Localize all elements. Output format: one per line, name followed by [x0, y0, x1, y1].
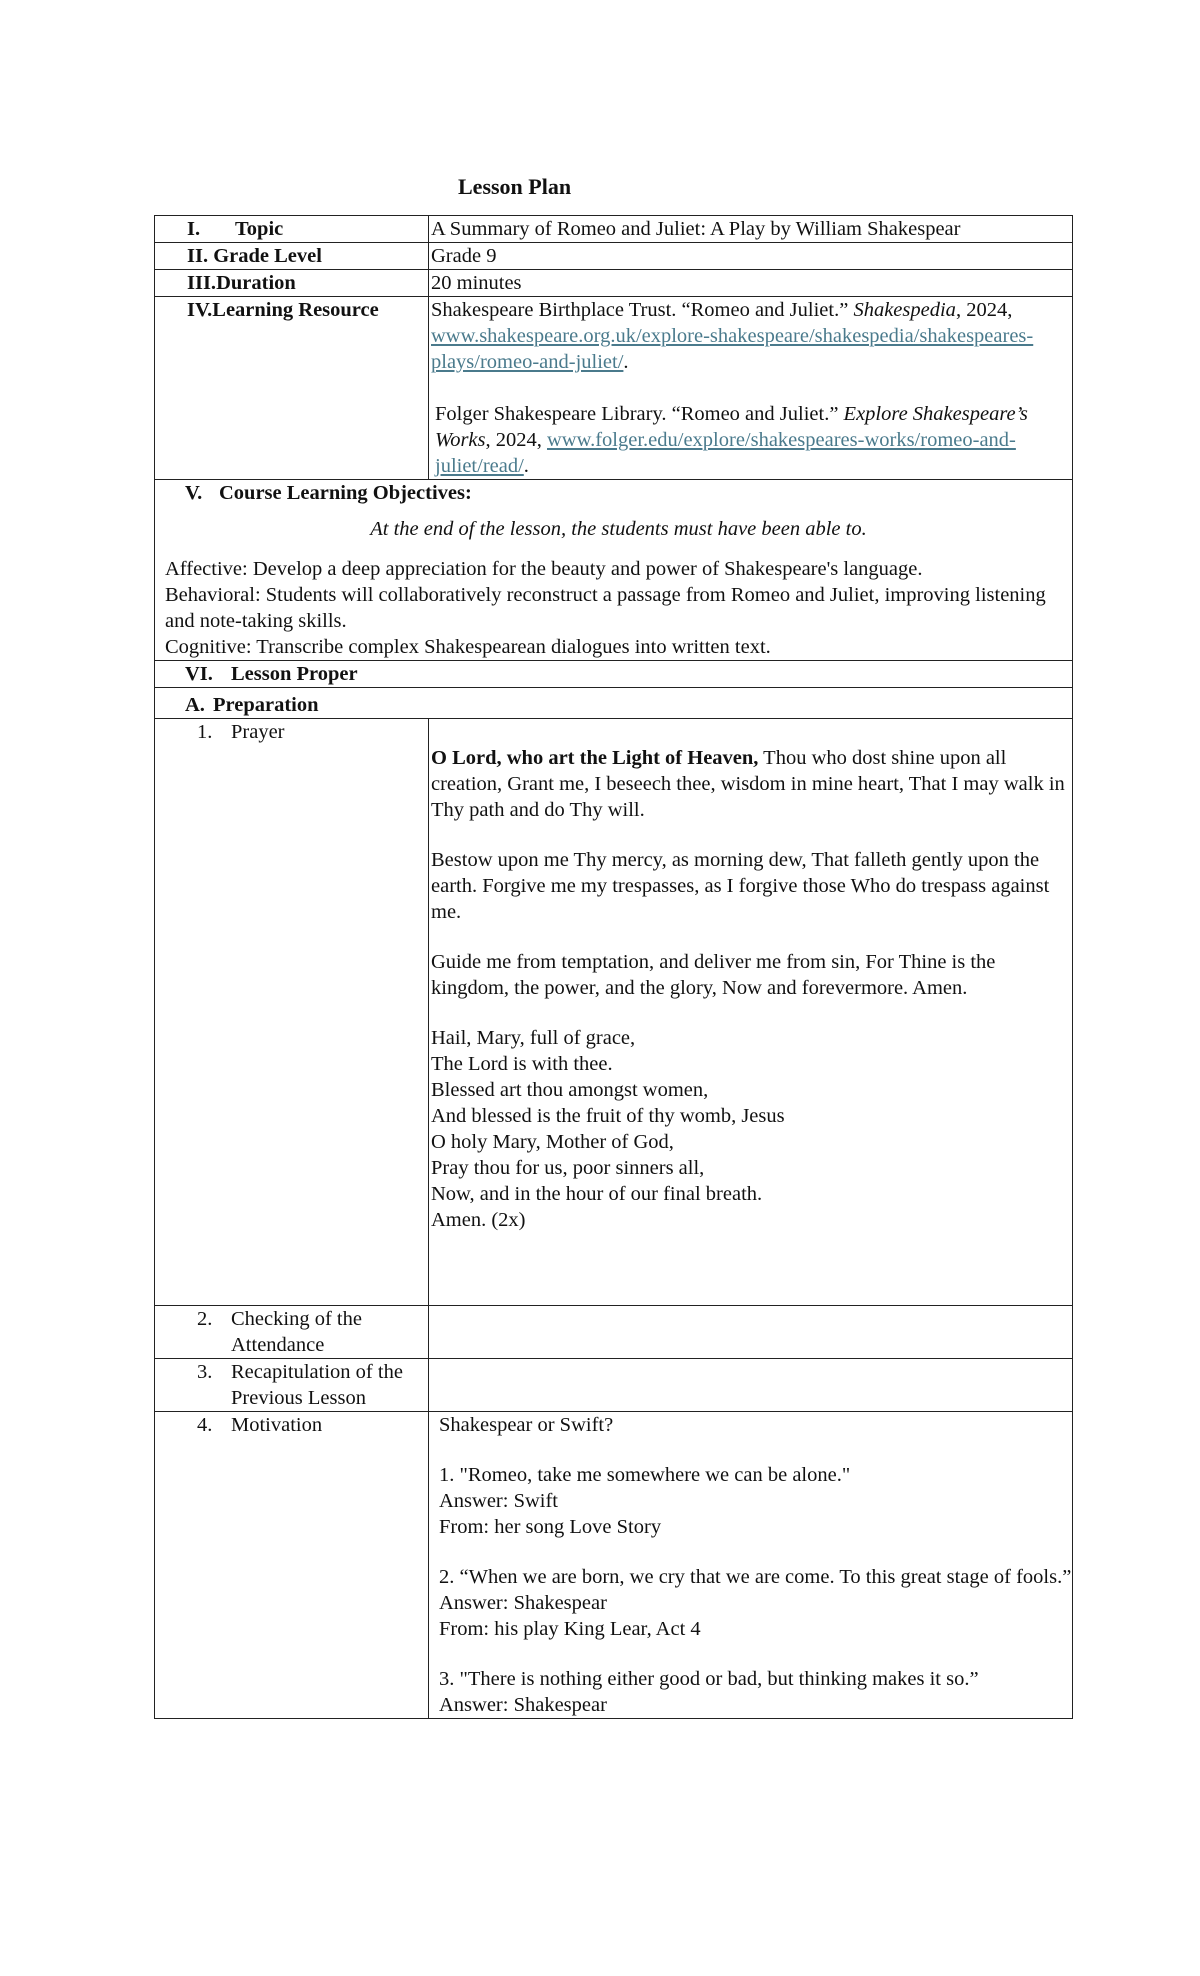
- reference-2-title: Explore Shakespeare’s Works: [435, 403, 1028, 451]
- resources-value-cell: [429, 297, 1073, 480]
- lesson-proper-row: [155, 661, 1073, 688]
- objectives-intro: At the end of the lesson, the students must have been able to.: [370, 518, 867, 540]
- reference-1: [431, 297, 1072, 375]
- hail-mary-line: O holy Mary, Mother of God,: [431, 1131, 674, 1153]
- hail-mary-line: Now, and in the hour of our final breath.: [431, 1183, 763, 1205]
- prayer-paragraph-1-rest: Thou who dost shine upon all creation, Grant me, I beseech thee, wisdom in mine heart, That I may walk in Thy path and do Thy will.: [431, 747, 1065, 821]
- reference-2-text: Folger Shakespeare Library. “Romeo and Juliet.”: [435, 403, 844, 425]
- hail-mary-line: Pray thou for us, poor sinners all,: [431, 1157, 705, 1179]
- question-1-answer: Answer: Swift: [439, 1490, 559, 1512]
- objectives-number: V.: [185, 482, 203, 504]
- objective-behavioral: Behavioral: Students will collaboratively reconstruct a passage from Romeo and Juliet, improving listening and note-taking skills.: [165, 584, 1046, 632]
- prayer-paragraph-3: Guide me from temptation, and deliver me from sin, For Thine is the kingdom, the power, and the glory, Now and forevermore. Amen.: [431, 951, 996, 999]
- recap-value: [429, 1359, 1073, 1412]
- hail-mary-line: Blessed art thou amongst women,: [431, 1079, 709, 1101]
- motivation-heading: Shakespear or Swift?: [439, 1414, 614, 1436]
- grade-value: Grade 9: [429, 243, 1073, 270]
- lesson-proper-number: VI.: [185, 663, 213, 685]
- recap-label-cell: [155, 1359, 429, 1412]
- reference-1-end: .: [623, 351, 629, 373]
- prayer-row: [155, 719, 1073, 1306]
- question-2-answer: Answer: Shakespear: [439, 1592, 607, 1614]
- reference-2-end: .: [523, 455, 529, 477]
- resources-label: Learning Resource: [212, 299, 379, 321]
- question-2-source: From: his play King Lear, Act 4: [439, 1618, 701, 1640]
- duration-label-cell: [155, 270, 429, 297]
- topic-value: A Summary of Romeo and Juliet: A Play by William Shakespear: [429, 216, 1073, 243]
- lesson-plan-table: [154, 215, 1073, 1719]
- prayer-text-cell: [429, 719, 1073, 1306]
- prayer-paragraph-1: [431, 745, 1072, 823]
- page-title: Lesson Plan: [458, 174, 572, 199]
- prayer-label: Prayer: [231, 721, 285, 743]
- question-2-text: 2. “When we are born, we cry that we are come. To this great stage of fools.”: [439, 1566, 1072, 1588]
- duration-label: Duration: [216, 272, 296, 294]
- attendance-number: 2.: [197, 1308, 213, 1330]
- attendance-value: [429, 1306, 1073, 1359]
- motivation-number: 4.: [197, 1414, 213, 1436]
- lesson-proper-label: Lesson Proper: [231, 663, 358, 685]
- objectives-cell: [155, 480, 1073, 661]
- preparation-label: Preparation: [213, 694, 319, 716]
- objective-cognitive: Cognitive: Transcribe complex Shakespearean dialogues into written text.: [165, 636, 771, 658]
- preparation-row: [155, 688, 1073, 719]
- grade-row: [155, 243, 1073, 270]
- motivation-question-3: [439, 1666, 1072, 1718]
- hail-mary-line: And blessed is the fruit of thy womb, Jesus: [431, 1105, 785, 1127]
- topic-label-cell: [155, 216, 429, 243]
- recap-row: [155, 1359, 1073, 1412]
- hail-mary: [431, 1025, 1072, 1233]
- recap-number: 3.: [197, 1361, 213, 1383]
- attendance-label: Checking of the Attendance: [231, 1308, 362, 1356]
- preparation-number: A.: [185, 694, 205, 716]
- motivation-content-cell: [429, 1412, 1073, 1719]
- duration-row: [155, 270, 1073, 297]
- attendance-row: [155, 1306, 1073, 1359]
- hail-mary-line: Hail, Mary, full of grace,: [431, 1027, 636, 1049]
- reference-1-year: , 2024,: [955, 299, 1013, 321]
- hail-mary-line: The Lord is with thee.: [431, 1053, 613, 1075]
- lesson-proper-cell: [155, 661, 1073, 688]
- preparation-cell: [155, 688, 1073, 719]
- motivation-question-2: [439, 1564, 1072, 1642]
- grade-number: II.: [187, 245, 209, 267]
- objectives-row: [155, 480, 1073, 661]
- question-1-text: 1. "Romeo, take me somewhere we can be alone.": [439, 1464, 851, 1486]
- prayer-paragraph-2: Bestow upon me Thy mercy, as morning dew, That falleth gently upon the earth. Forgive me my trespasses, as I forgive those Who do trespass against me.: [431, 849, 1050, 923]
- question-3-answer: Answer: Shakespear: [439, 1694, 607, 1716]
- motivation-label: Motivation: [231, 1414, 323, 1436]
- duration-number: III.: [187, 272, 217, 294]
- recap-label: Recapitulation of the Previous Lesson: [231, 1361, 403, 1409]
- resources-row: [155, 297, 1073, 480]
- objectives-heading: [165, 480, 1072, 506]
- reference-2-link[interactable]: www.folger.edu/explore/shakespeares-works/romeo-and-juliet/read/: [435, 429, 1016, 477]
- resources-number: IV.: [187, 299, 213, 321]
- objective-affective: Affective: Develop a deep appreciation for the beauty and power of Shakespeare's language.: [165, 558, 923, 580]
- question-1-source: From: her song Love Story: [439, 1516, 662, 1538]
- motivation-label-cell: [155, 1412, 429, 1719]
- motivation-row: [155, 1412, 1073, 1719]
- prayer-label-cell: [155, 719, 429, 1306]
- topic-row: [155, 216, 1073, 243]
- prayer-opening-bold: O Lord, who art the Light of Heaven,: [431, 747, 759, 769]
- duration-value: 20 minutes: [429, 270, 1073, 297]
- topic-number: I.: [187, 218, 201, 240]
- reference-1-link[interactable]: www.shakespeare.org.uk/explore-shakespeare/shakespedia/shakespeares-plays/romeo-and-juliet/: [431, 325, 1034, 373]
- question-3-text: 3. "There is nothing either good or bad, but thinking makes it so.”: [439, 1668, 979, 1690]
- grade-label-cell: [155, 243, 429, 270]
- reference-1-text: Shakespeare Birthplace Trust. “Romeo and Juliet.”: [431, 299, 854, 321]
- grade-label: Grade Level: [213, 245, 322, 267]
- topic-label: Topic: [235, 218, 284, 240]
- motivation-question-1: [439, 1462, 1072, 1540]
- hail-mary-line: Amen. (2x): [431, 1209, 526, 1231]
- prayer-number: 1.: [197, 721, 213, 743]
- resources-label-cell: [155, 297, 429, 480]
- reference-1-title: Shakespedia: [853, 299, 956, 321]
- attendance-label-cell: [155, 1306, 429, 1359]
- objectives-label: Course Learning Objectives:: [219, 482, 472, 504]
- reference-2: [431, 401, 1072, 479]
- reference-2-year: , 2024,: [485, 429, 547, 451]
